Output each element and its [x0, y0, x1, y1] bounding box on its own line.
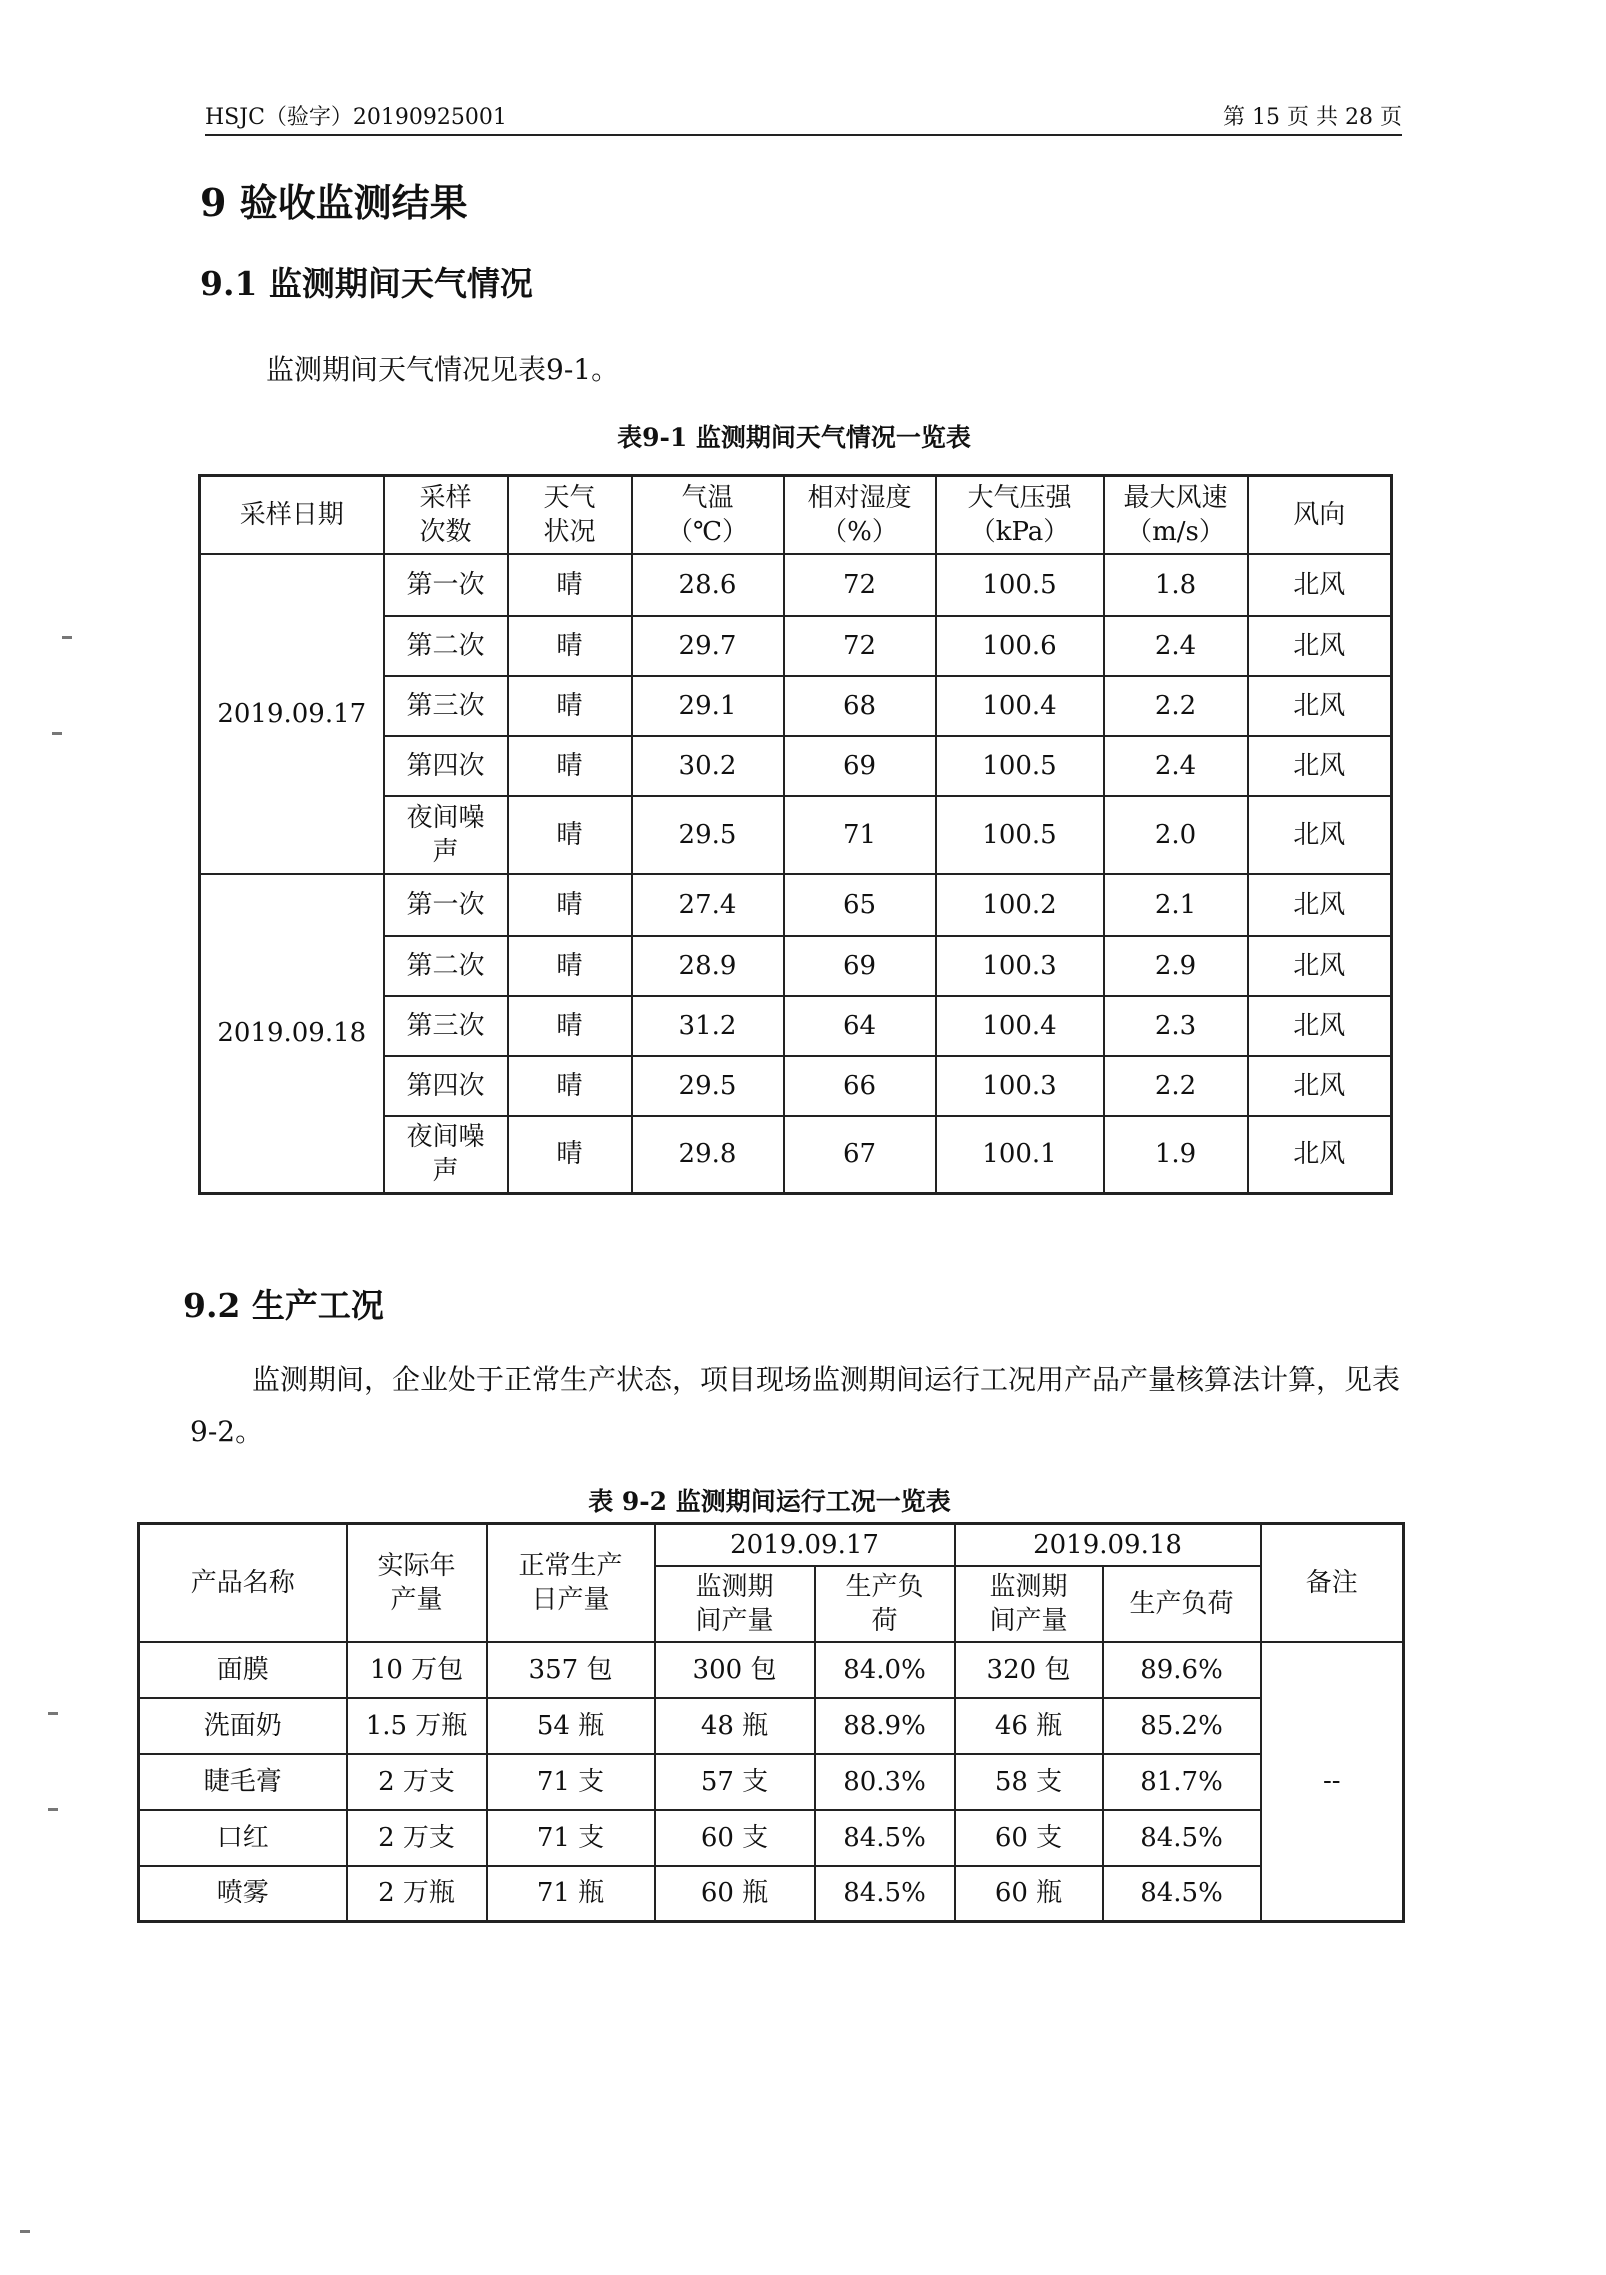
- cell-pressure: 100.4: [936, 676, 1104, 736]
- page-number: 第 15 页 共 28 页: [1223, 105, 1402, 130]
- col-header-humidity: 相对湿度 （%）: [784, 476, 936, 554]
- cell-wind-dir: 北风: [1248, 676, 1392, 736]
- cell-wind-dir: 北风: [1248, 1056, 1392, 1116]
- scan-mark: [62, 636, 72, 639]
- col-header-date2: 2019.09.18: [955, 1524, 1261, 1566]
- cell-out2: 320 包: [955, 1642, 1103, 1698]
- cell-product: 口红: [139, 1810, 347, 1866]
- cell-out1: 60 瓶: [655, 1866, 815, 1922]
- cell-out2: 60 支: [955, 1810, 1103, 1866]
- cell-temp: 29.5: [632, 1056, 784, 1116]
- cell-humidity: 69: [784, 936, 936, 996]
- cell-annual: 2 万瓶: [347, 1866, 487, 1922]
- col-header-weather: 天气 状况: [508, 476, 632, 554]
- cell-wind-speed: 2.3: [1104, 996, 1248, 1056]
- cell-weather: 晴: [508, 874, 632, 936]
- cell-pressure: 100.2: [936, 874, 1104, 936]
- cell-annual: 10 万包: [347, 1642, 487, 1698]
- cell-daily: 357 包: [487, 1642, 655, 1698]
- cell-out2: 60 瓶: [955, 1866, 1103, 1922]
- cell-humidity: 72: [784, 616, 936, 676]
- cell-load1: 80.3%: [815, 1754, 955, 1810]
- col-header-load-2: 生产负荷: [1103, 1566, 1261, 1642]
- cell-weather: 晴: [508, 676, 632, 736]
- cell-pressure: 100.4: [936, 996, 1104, 1056]
- cell-humidity: 68: [784, 676, 936, 736]
- cell-out1: 300 包: [655, 1642, 815, 1698]
- cell-load2: 84.5%: [1103, 1866, 1261, 1922]
- cell-load1: 88.9%: [815, 1698, 955, 1754]
- cell-pressure: 100.5: [936, 736, 1104, 796]
- cell-times: 第四次: [384, 1056, 508, 1116]
- col-header-date: 采样日期: [200, 476, 384, 554]
- cell-weather: 晴: [508, 936, 632, 996]
- col-header-wind-speed: 最大风速 （m/s）: [1104, 476, 1248, 554]
- cell-load2: 89.6%: [1103, 1642, 1261, 1698]
- cell-out1: 60 支: [655, 1810, 815, 1866]
- cell-humidity: 72: [784, 554, 936, 616]
- col-header-date1: 2019.09.17: [655, 1524, 955, 1566]
- col-header-remark: 备注: [1261, 1524, 1404, 1642]
- cell-pressure: 100.3: [936, 936, 1104, 996]
- cell-out2: 58 支: [955, 1754, 1103, 1810]
- table-row: [139, 1698, 1404, 1754]
- cell-temp: 29.5: [632, 796, 784, 874]
- col-header-pressure: 大气压强 （kPa）: [936, 476, 1104, 554]
- table-row: [200, 554, 1392, 616]
- cell-out2: 46 瓶: [955, 1698, 1103, 1754]
- cell-temp: 28.9: [632, 936, 784, 996]
- cell-wind-speed: 2.1: [1104, 874, 1248, 936]
- cell-wind-speed: 1.9: [1104, 1116, 1248, 1194]
- cell-load1: 84.5%: [815, 1810, 955, 1866]
- cell-product: 洗面奶: [139, 1698, 347, 1754]
- col-header-wind-dir: 风向: [1248, 476, 1392, 554]
- production-intro-text: 监测期间，企业处于正常生产状态，项目现场监测期间运行工况用产品产量核算法计算，见表9-2。: [190, 1363, 1401, 1448]
- cell-temp: 30.2: [632, 736, 784, 796]
- cell-humidity: 66: [784, 1056, 936, 1116]
- col-header-product: 产品名称: [139, 1524, 347, 1642]
- cell-date: 2019.09.17: [200, 554, 384, 874]
- cell-pressure: 100.1: [936, 1116, 1104, 1194]
- cell-times: 第一次: [384, 554, 508, 616]
- cell-weather: 晴: [508, 1116, 632, 1194]
- cell-annual: 2 万支: [347, 1810, 487, 1866]
- page-header: [205, 96, 1402, 136]
- cell-pressure: 100.6: [936, 616, 1104, 676]
- cell-out1: 48 瓶: [655, 1698, 815, 1754]
- production-table: [137, 1522, 1405, 1923]
- cell-annual: 2 万支: [347, 1754, 487, 1810]
- cell-annual: 1.5 万瓶: [347, 1698, 487, 1754]
- cell-humidity: 64: [784, 996, 936, 1056]
- cell-wind-speed: 2.9: [1104, 936, 1248, 996]
- table-row: [139, 1866, 1404, 1922]
- cell-times: 第二次: [384, 616, 508, 676]
- cell-weather: 晴: [508, 1056, 632, 1116]
- cell-daily: 71 瓶: [487, 1866, 655, 1922]
- cell-load2: 84.5%: [1103, 1810, 1261, 1866]
- table-row: [139, 1754, 1404, 1810]
- cell-wind-dir: 北风: [1248, 1116, 1392, 1194]
- cell-times: 第一次: [384, 874, 508, 936]
- cell-wind-dir: 北风: [1248, 554, 1392, 616]
- cell-wind-dir: 北风: [1248, 796, 1392, 874]
- cell-product: 面膜: [139, 1642, 347, 1698]
- cell-wind-speed: 2.4: [1104, 736, 1248, 796]
- cell-wind-dir: 北风: [1248, 736, 1392, 796]
- scan-mark: [20, 2230, 30, 2233]
- col-header-times: 采样 次数: [384, 476, 508, 554]
- table-header-row: [200, 476, 1392, 554]
- cell-times: 第二次: [384, 936, 508, 996]
- col-header-load-1: 生产负 荷: [815, 1566, 955, 1642]
- cell-times: 第三次: [384, 996, 508, 1056]
- cell-temp: 29.1: [632, 676, 784, 736]
- table-row: [200, 874, 1392, 936]
- cell-load2: 85.2%: [1103, 1698, 1261, 1754]
- subsection-title-9-2: 9.2 生产工况: [183, 1286, 384, 1325]
- col-header-daily: 正常生产 日产量: [487, 1524, 655, 1642]
- cell-daily: 71 支: [487, 1810, 655, 1866]
- scan-mark: [52, 732, 62, 735]
- report-number: HSJC（验字）20190925001: [205, 105, 507, 130]
- scan-mark: [48, 1808, 58, 1811]
- col-header-output-1: 监测期 间产量: [655, 1566, 815, 1642]
- cell-load1: 84.0%: [815, 1642, 955, 1698]
- cell-times: 第三次: [384, 676, 508, 736]
- subsection-title-9-1: 9.1 监测期间天气情况: [200, 264, 533, 303]
- col-header-annual: 实际年 产量: [347, 1524, 487, 1642]
- cell-humidity: 71: [784, 796, 936, 874]
- cell-wind-speed: 2.4: [1104, 616, 1248, 676]
- weather-table: [198, 474, 1393, 1195]
- cell-weather: 晴: [508, 554, 632, 616]
- cell-wind-speed: 2.2: [1104, 1056, 1248, 1116]
- cell-product: 睫毛膏: [139, 1754, 347, 1810]
- scan-mark: [48, 1712, 58, 1715]
- cell-weather: 晴: [508, 796, 632, 874]
- cell-humidity: 67: [784, 1116, 936, 1194]
- cell-date: 2019.09.18: [200, 874, 384, 1194]
- cell-temp: 27.4: [632, 874, 784, 936]
- cell-pressure: 100.3: [936, 1056, 1104, 1116]
- cell-humidity: 69: [784, 736, 936, 796]
- cell-daily: 54 瓶: [487, 1698, 655, 1754]
- cell-daily: 71 支: [487, 1754, 655, 1810]
- cell-times: 第四次: [384, 736, 508, 796]
- cell-weather: 晴: [508, 736, 632, 796]
- cell-remark: --: [1261, 1642, 1404, 1922]
- cell-load1: 84.5%: [815, 1866, 955, 1922]
- cell-load2: 81.7%: [1103, 1754, 1261, 1810]
- cell-wind-dir: 北风: [1248, 874, 1392, 936]
- table-9-2-caption: 表 9-2 监测期间运行工况一览表: [588, 1487, 951, 1516]
- cell-temp: 31.2: [632, 996, 784, 1056]
- cell-wind-speed: 2.0: [1104, 796, 1248, 874]
- cell-wind-dir: 北风: [1248, 936, 1392, 996]
- cell-out1: 57 支: [655, 1754, 815, 1810]
- cell-temp: 29.8: [632, 1116, 784, 1194]
- cell-wind-speed: 1.8: [1104, 554, 1248, 616]
- cell-times: 夜间噪声: [384, 1116, 508, 1194]
- cell-temp: 29.7: [632, 616, 784, 676]
- cell-pressure: 100.5: [936, 554, 1104, 616]
- table-row: [139, 1810, 1404, 1866]
- cell-wind-dir: 北风: [1248, 616, 1392, 676]
- cell-pressure: 100.5: [936, 796, 1104, 874]
- col-header-temp: 气温 （℃）: [632, 476, 784, 554]
- cell-wind-speed: 2.2: [1104, 676, 1248, 736]
- cell-weather: 晴: [508, 996, 632, 1056]
- table-9-1-caption: 表9-1 监测期间天气情况一览表: [617, 423, 971, 452]
- cell-product: 喷雾: [139, 1866, 347, 1922]
- section-title: 9 验收监测结果: [200, 180, 468, 225]
- cell-temp: 28.6: [632, 554, 784, 616]
- col-header-output-2: 监测期 间产量: [955, 1566, 1103, 1642]
- cell-weather: 晴: [508, 616, 632, 676]
- cell-wind-dir: 北风: [1248, 996, 1392, 1056]
- cell-humidity: 65: [784, 874, 936, 936]
- table-header-row: [139, 1524, 1404, 1566]
- table-row: [139, 1642, 1404, 1698]
- weather-intro-text: 监测期间天气情况见表9-1。: [266, 353, 620, 386]
- cell-times: 夜间噪声: [384, 796, 508, 874]
